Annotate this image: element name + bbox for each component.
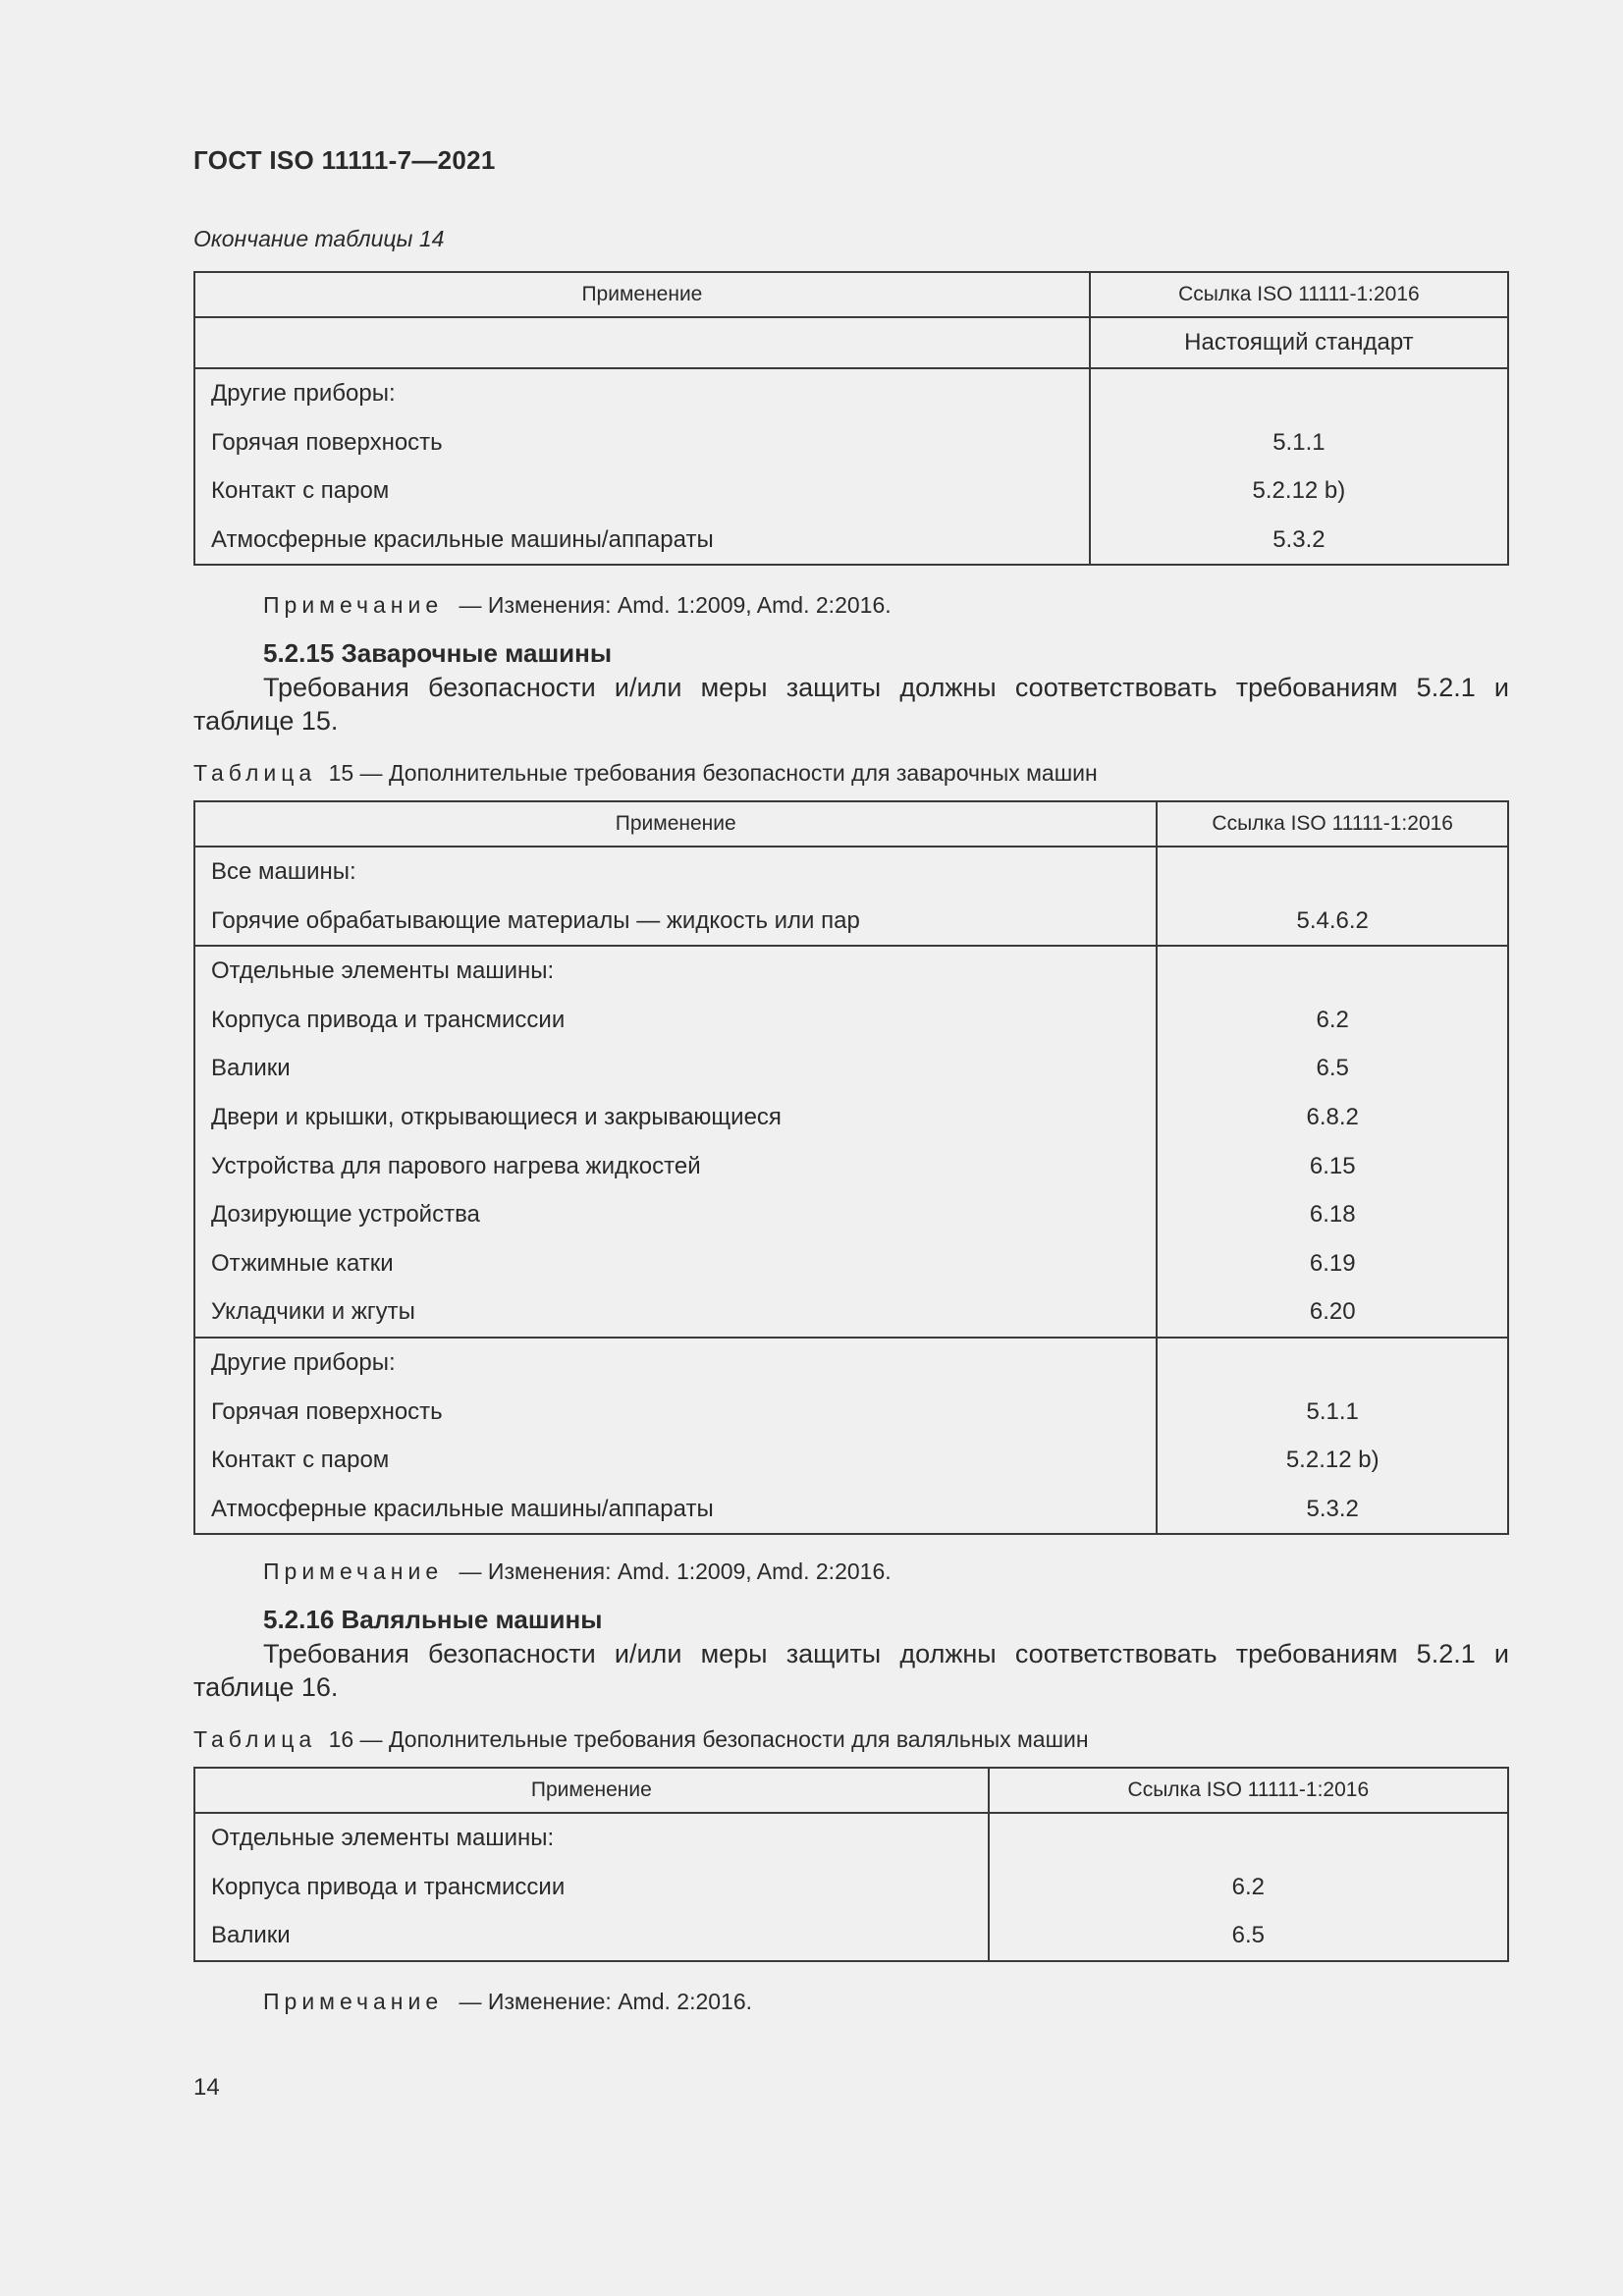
table-cell: Отдельные элементы машины: [211,1825,555,1851]
paragraph-text: Требования безопасности и/или меры защиты должны соответствовать требованиям 5.2.1 и таблице 15. [193,673,1509,736]
table-cell: Контакт с паром [211,1447,390,1474]
table16-caption [193,1726,1089,1753]
note-text: — Изменение: Amd. 2:2016. [459,1989,753,2014]
table-cell: Горячие обрабатывающие материалы — жидкость или пар [211,906,860,934]
table14-col-reference [1090,368,1508,565]
table16-note [263,1989,752,2015]
table15-note [263,1558,892,1585]
table-cell: 6.15 [1309,1152,1356,1179]
table-cell: 5.3.2 [1272,525,1325,553]
table-cell: Укладчики и жгуты [211,1298,415,1326]
table-cell: 6.2 [1231,1873,1266,1900]
table-cell: Атмосферные красильные машины/аппараты [211,525,714,553]
table15-group-all-machines [194,847,1508,946]
table-cell: Валики [211,1922,291,1949]
page-number: 14 [193,2074,220,2101]
table16-col-reference-header: Ссылка ISO 11111-1:2016 [989,1768,1508,1813]
table-cell: 6.18 [1309,1201,1356,1229]
note-label: Примечание [263,1558,444,1584]
table14-caption: Окончание таблицы 14 [193,226,445,251]
table-cell: Дозирующие устройства [211,1201,480,1229]
paragraph-text: Требования безопасности и/или меры защиты должны соответствовать требованиям 5.2.1 и таблице 16. [193,1639,1509,1702]
table14-end [193,271,1509,566]
table16-group-machine-elements [194,1813,1508,1961]
table-cell: 5.2.12 b) [1285,1447,1380,1474]
section-paragraph-5-2-16 [193,1637,1509,1704]
table-cell: Горячая поверхность [211,428,443,456]
section-heading-5-2-16: 5.2.16 Валяльные машины [263,1605,603,1634]
table-cell: Корпуса привода и трансмиссии [211,1006,566,1033]
table-cell: Валики [211,1055,291,1082]
section-heading-5-2-15: 5.2.15 Заварочные машины [263,638,613,668]
table-cell: Другие приборы: [211,380,396,407]
table-cell: 5.1.1 [1306,1397,1359,1425]
table14-subheader-empty [194,317,1090,368]
table-cell: Атмосферные красильные машины/аппараты [211,1495,714,1522]
table14-col-application [194,368,1090,565]
table15-col-application-header: Применение [194,801,1157,847]
table-cell: Все машины: [211,858,356,885]
table14-note [263,592,892,619]
table-cell: Корпуса привода и трансмиссии [211,1873,566,1900]
table-cell: Двери и крышки, открывающиеся и закрывающиеся [211,1103,782,1130]
table15-caption [193,760,1098,787]
table-cell: Устройства для парового нагрева жидкостей [211,1152,701,1179]
table-cell: Отдельные элементы машины: [211,957,555,985]
caption-label: Таблица [193,1726,317,1752]
table16 [193,1767,1509,1962]
table15 [193,800,1509,1535]
table-cell: 5.2.12 b) [1252,477,1346,505]
table-cell: 5.4.6.2 [1296,906,1369,934]
note-label: Примечание [263,592,444,618]
table-cell: 5.1.1 [1272,428,1325,456]
table-cell: 6.20 [1309,1298,1356,1326]
table15-group-machine-elements [194,946,1508,1338]
table-cell [1158,847,1507,897]
table-cell: 6.19 [1309,1249,1356,1277]
note-label: Примечание [263,1989,444,2014]
section-paragraph-5-2-15 [193,671,1509,738]
document-code: ГОСТ ISO 11111-7—2021 [193,145,496,175]
table-cell: Другие приборы: [211,1348,396,1376]
table-cell: Отжимные катки [211,1249,394,1277]
table-cell: 5.3.2 [1306,1495,1359,1522]
table15-col-reference-header: Ссылка ISO 11111-1:2016 [1157,801,1508,847]
table-cell: 6.5 [1316,1055,1349,1082]
table15-group-other-devices [194,1338,1508,1534]
table14-subheader-standard: Настоящий стандарт [1090,317,1508,368]
table-cell: 6.8.2 [1306,1103,1359,1130]
table-cell: Горячая поверхность [211,1397,443,1425]
table16-col-application-header: Применение [194,1768,989,1813]
note-text: — Изменения: Amd. 1:2009, Amd. 2:2016. [459,1558,892,1584]
caption-label: Таблица [193,760,317,786]
table-cell [1091,369,1507,418]
table-cell [1158,947,1507,996]
table14-col-application-header: Применение [194,272,1090,317]
table-cell: Контакт с паром [211,477,390,505]
table-cell [990,1814,1507,1863]
caption-text: 16 — Дополнительные требования безопасности для валяльных машин [328,1726,1089,1752]
note-text: — Изменения: Amd. 1:2009, Amd. 2:2016. [459,592,892,618]
table-cell: 6.5 [1231,1922,1266,1949]
table-cell [1158,1339,1507,1388]
table14-col-reference-header: Ссылка ISO 11111-1:2016 [1090,272,1508,317]
caption-text: 15 — Дополнительные требования безопасности для заварочных машин [328,760,1098,786]
table-cell: 6.2 [1316,1006,1349,1033]
